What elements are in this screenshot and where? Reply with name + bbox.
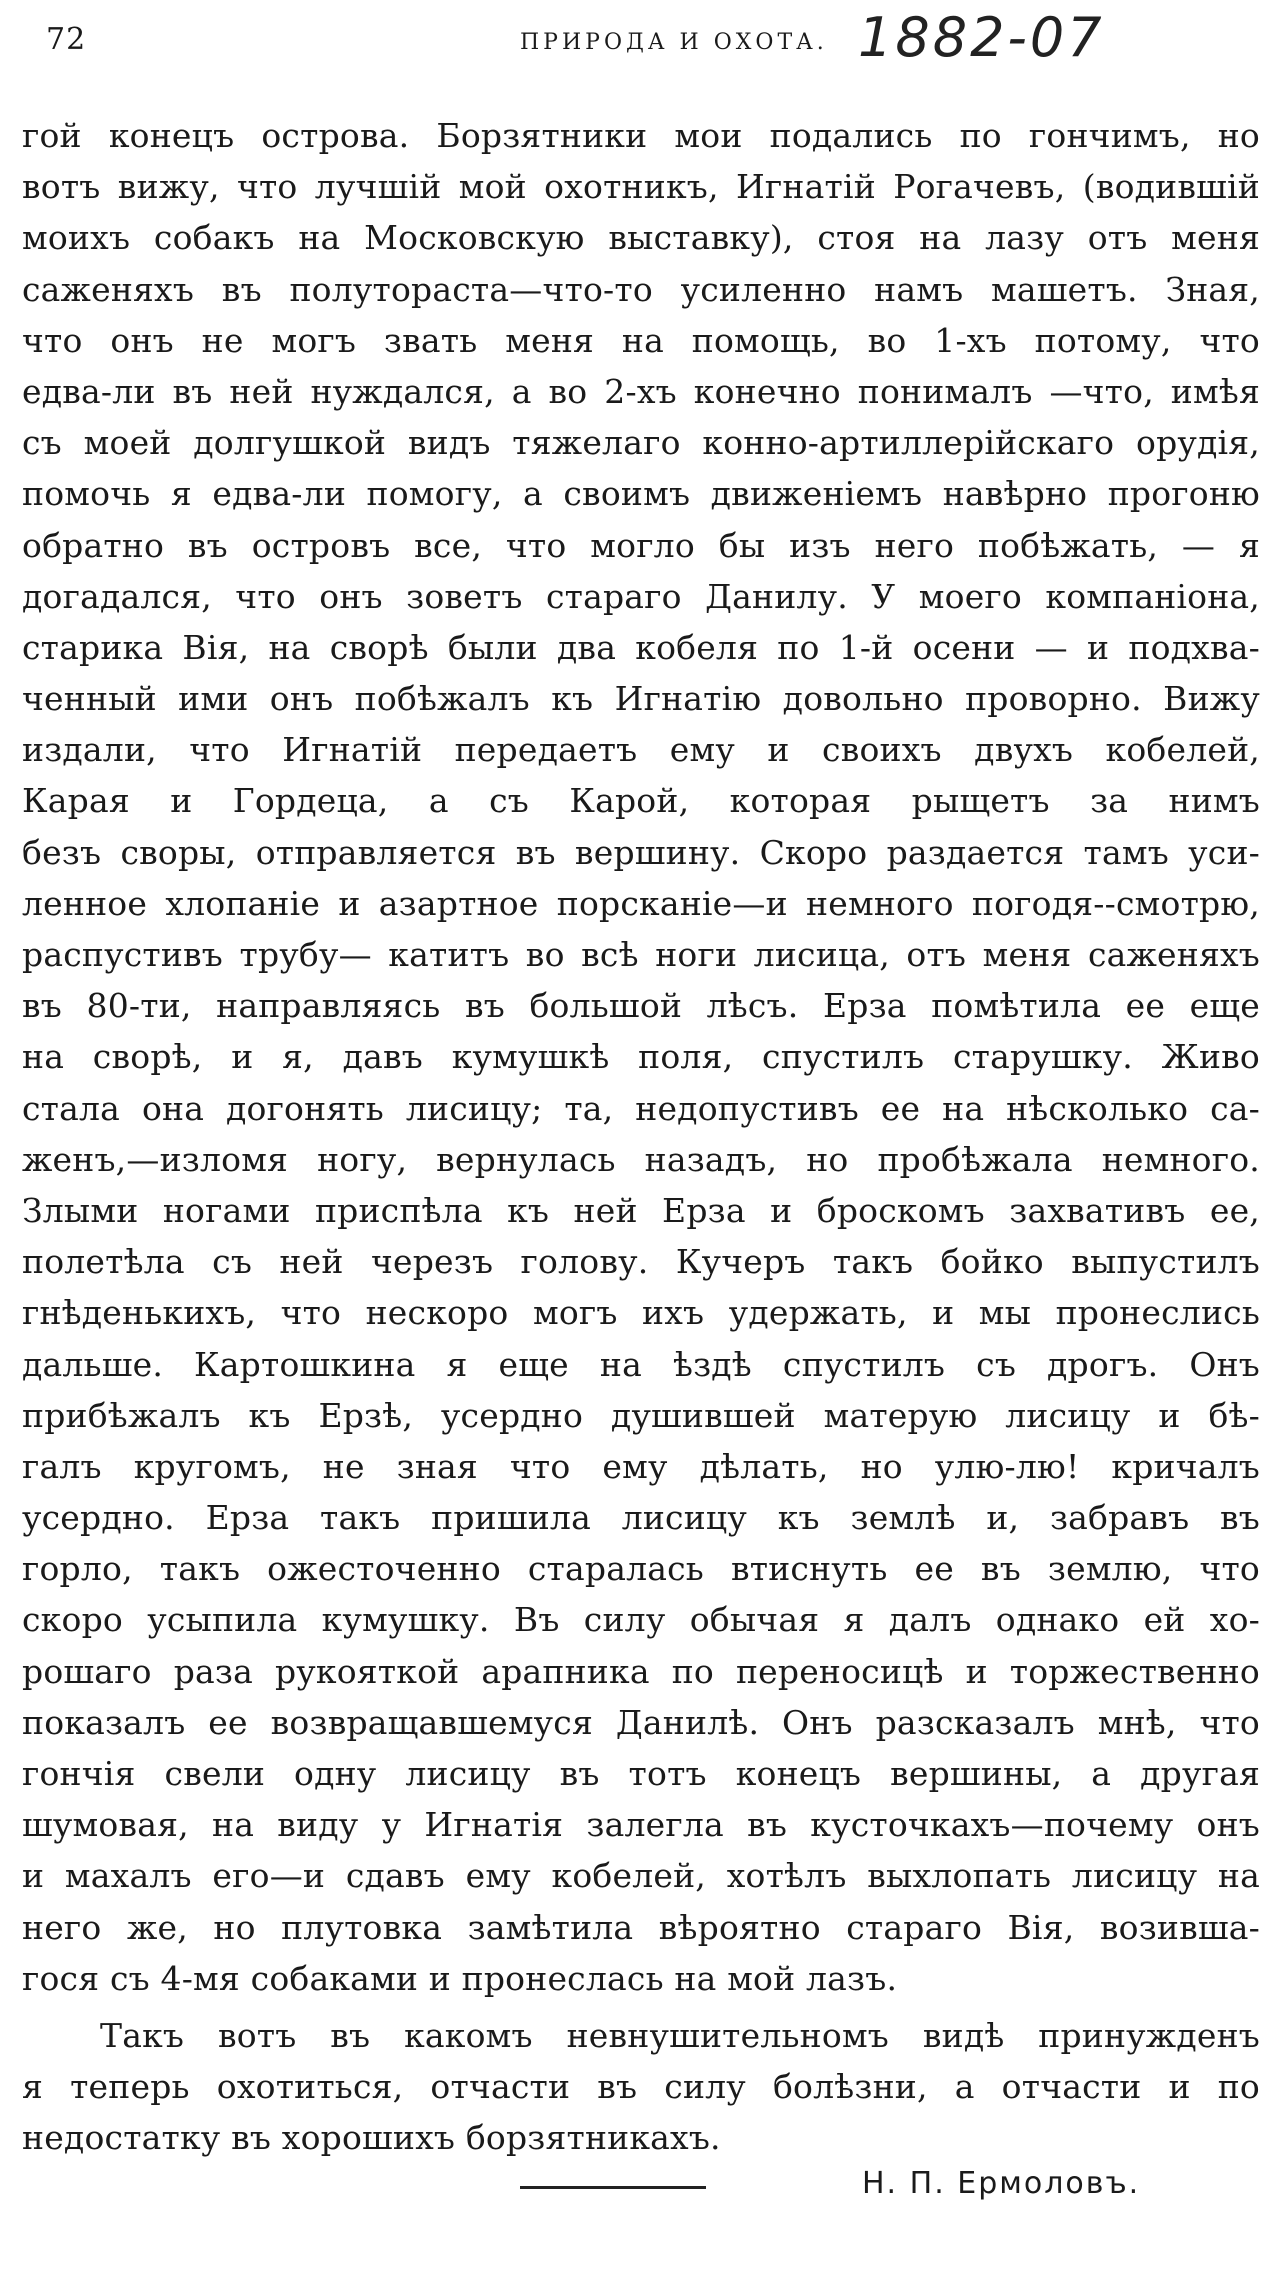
- text-line: моихъ собакъ на Московскую выставку), стоя на лазу отъ меня: [22, 218, 1260, 258]
- text-line: прибѣжалъ къ Ерзѣ, усердно душившей матерую лисицу и бѣ-: [22, 1395, 1260, 1435]
- text-line: галъ кругомъ, не зная что ему дѣлать, но улю-лю! кричалъ: [22, 1446, 1260, 1486]
- text-line: показалъ ее возвращавшемуся Данилѣ. Онъ разсказалъ мнѣ, что: [22, 1702, 1260, 1742]
- text-line: обратно въ островъ все, что могло бы изъ него побѣжать, — я: [22, 525, 1260, 565]
- text-line: недостатку въ хорошихъ борзятникахъ.: [22, 2118, 721, 2158]
- text-line: полетѣла съ ней черезъ голову. Кучеръ такъ бойко выпустилъ: [22, 1242, 1260, 1282]
- text-line: Карая и Гордеца, а съ Карой, которая рыщетъ за нимъ: [22, 781, 1260, 821]
- text-line: распустивъ трубу— катитъ во всѣ ноги лисица, отъ меня саженяхъ: [22, 935, 1260, 974]
- article-body: [22, 110, 1260, 2164]
- text-line: старика Вія, на сворѣ были два кобеля по 1-й осени — и подхва-: [22, 627, 1260, 667]
- text-line: едва-ли въ ней нуждался, а во 2-хъ конечно понималъ —что, имѣя: [22, 371, 1260, 411]
- text-line: съ моей долгушкой видъ тяжелаго конно-артиллерійскаго орудія,: [22, 423, 1260, 463]
- page-number: 72: [46, 22, 87, 57]
- text-line: въ 80-ти, направляясь въ большой лѣсъ. Ерза помѣтила ее еще: [22, 986, 1260, 1026]
- paragraph-1: [22, 110, 1260, 2004]
- text-line: гончія свели одну лисицу въ тотъ конецъ вершины, а другая: [22, 1754, 1260, 1793]
- text-line: горло, такъ ожесточенно старалась втиснуть ее въ землю, что: [22, 1549, 1260, 1589]
- running-title: ПРИРОДА И ОХОТА.: [520, 30, 828, 55]
- text-line: Злыми ногами приспѣла къ ней Ерза и броскомъ захвативъ ее,: [22, 1190, 1260, 1230]
- handwritten-note: 1882-07: [858, 6, 1105, 69]
- text-line: рошаго раза рукояткой арапника по переносицѣ и торжественно: [22, 1651, 1260, 1691]
- text-line: на сворѣ, и я, давъ кумушкѣ поля, спустилъ старушку. Живо: [22, 1037, 1260, 1077]
- signature-block: [0, 2160, 1278, 2220]
- text-line: что онъ не могъ звать меня на помощь, во 1-хъ потому, что: [22, 320, 1260, 360]
- text-line: я теперь охотиться, отчасти въ силу болѣзни, а отчасти и по: [22, 2067, 1260, 2107]
- text-line: шумовая, на виду у Игнатія залегла въ кусточкахъ—почему онъ: [22, 1805, 1260, 1845]
- text-line: безъ своры, отправляется въ вершину. Скоро раздается тамъ уси-: [22, 832, 1260, 872]
- text-line: издали, что Игнатій передаетъ ему и своихъ двухъ кобелей,: [22, 730, 1260, 770]
- text-line: ченный ими онъ побѣжалъ къ Игнатію довольно проворно. Вижу: [22, 679, 1260, 719]
- text-line: гнѣденькихъ, что нескоро могъ ихъ удержать, и мы пронеслись: [22, 1293, 1260, 1333]
- text-line: скоро усыпила кумушку. Въ силу обычая я далъ однако ей хо-: [22, 1600, 1260, 1640]
- text-line: саженяхъ въ полутораста—что-то усиленно намъ машетъ. Зная,: [22, 269, 1260, 309]
- text-line: стала она догонять лисицу; та, недопустивъ ее на нѣсколько са-: [22, 1088, 1260, 1128]
- text-line: дальше. Картошкина я еще на ѣздѣ спустилъ съ дрогъ. Онъ: [22, 1344, 1260, 1384]
- text-line: Такъ вотъ въ какомъ невнушительномъ видѣ принужденъ: [100, 2015, 1260, 2055]
- author-signature: Н. П. Ермоловъ.: [862, 2166, 1141, 2201]
- text-line: помочь я едва-ли помогу, а своимъ движеніемъ навѣрно прогоню: [22, 474, 1260, 514]
- text-line: догадался, что онъ зоветъ стараго Данилу. У моего компаніона,: [22, 576, 1260, 616]
- paragraph-2: [22, 2010, 1260, 2164]
- text-line: гой конецъ острова. Борзятники мои подались по гончимъ, но: [22, 116, 1260, 155]
- text-line: ленное хлопаніе и азартное порсканіе—и немного погодя--смотрю,: [22, 883, 1260, 923]
- text-line: и махалъ его—и сдавъ ему кобелей, хотѣлъ выхлопать лисицу на: [22, 1856, 1260, 1896]
- text-line: него же, но плутовка замѣтила вѣроятно стараго Вія, возивша-: [22, 1907, 1260, 1947]
- text-line: усердно. Ерза такъ пришила лисицу къ землѣ и, забравъ въ: [22, 1498, 1260, 1538]
- text-line: гося съ 4-мя собаками и пронеслась на мой лазъ.: [22, 1958, 898, 1998]
- text-line: вотъ вижу, что лучшій мой охотникъ, Игнатій Рогачевъ, (водившій: [22, 167, 1260, 207]
- separator-rule: [520, 2186, 706, 2189]
- text-line: женъ,—изломя ногу, вернулась назадъ, но пробѣжала немного.: [22, 1139, 1260, 1179]
